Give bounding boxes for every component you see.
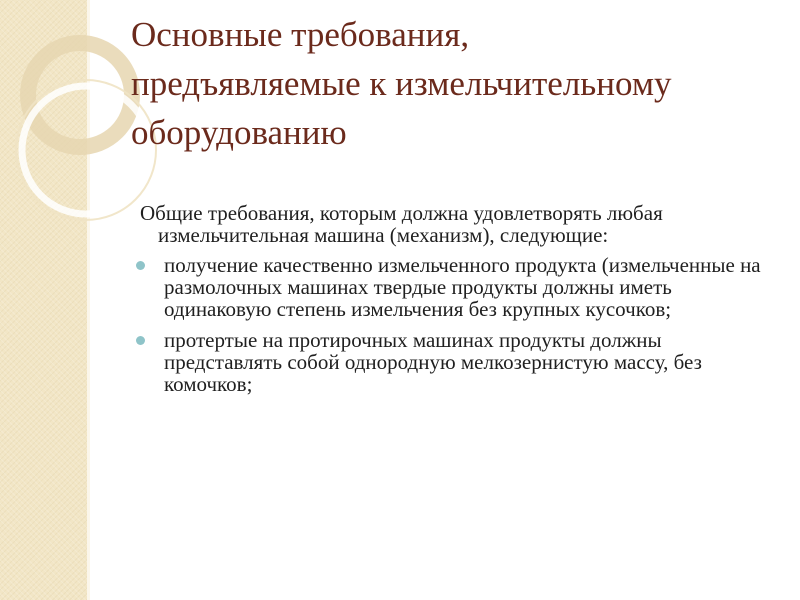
bullet-list bbox=[130, 254, 780, 395]
bullet-text: протертые на протирочных машинах продукты должны представлять собой однородную мелкозернистую массу, без комочков; bbox=[164, 328, 702, 396]
bullet-text: получение качественно измельченного продукта (измельченные на размолочных машинах твердые продукты должны иметь одинаковую степень измельчения без крупных кусочков; bbox=[164, 253, 761, 321]
circle-bullet-icon bbox=[136, 261, 145, 270]
bullet-item bbox=[130, 254, 780, 320]
slide-body bbox=[130, 202, 780, 404]
circle-bullet-icon bbox=[136, 336, 145, 345]
intro-paragraph: Общие требования, которым должна удовлетворять любая измельчительная машина (механизм), следующие: bbox=[140, 201, 663, 247]
slide-title: Основные требования, предъявляемые к измельчительному оборудованию bbox=[131, 15, 672, 152]
bullet-item bbox=[130, 329, 780, 395]
